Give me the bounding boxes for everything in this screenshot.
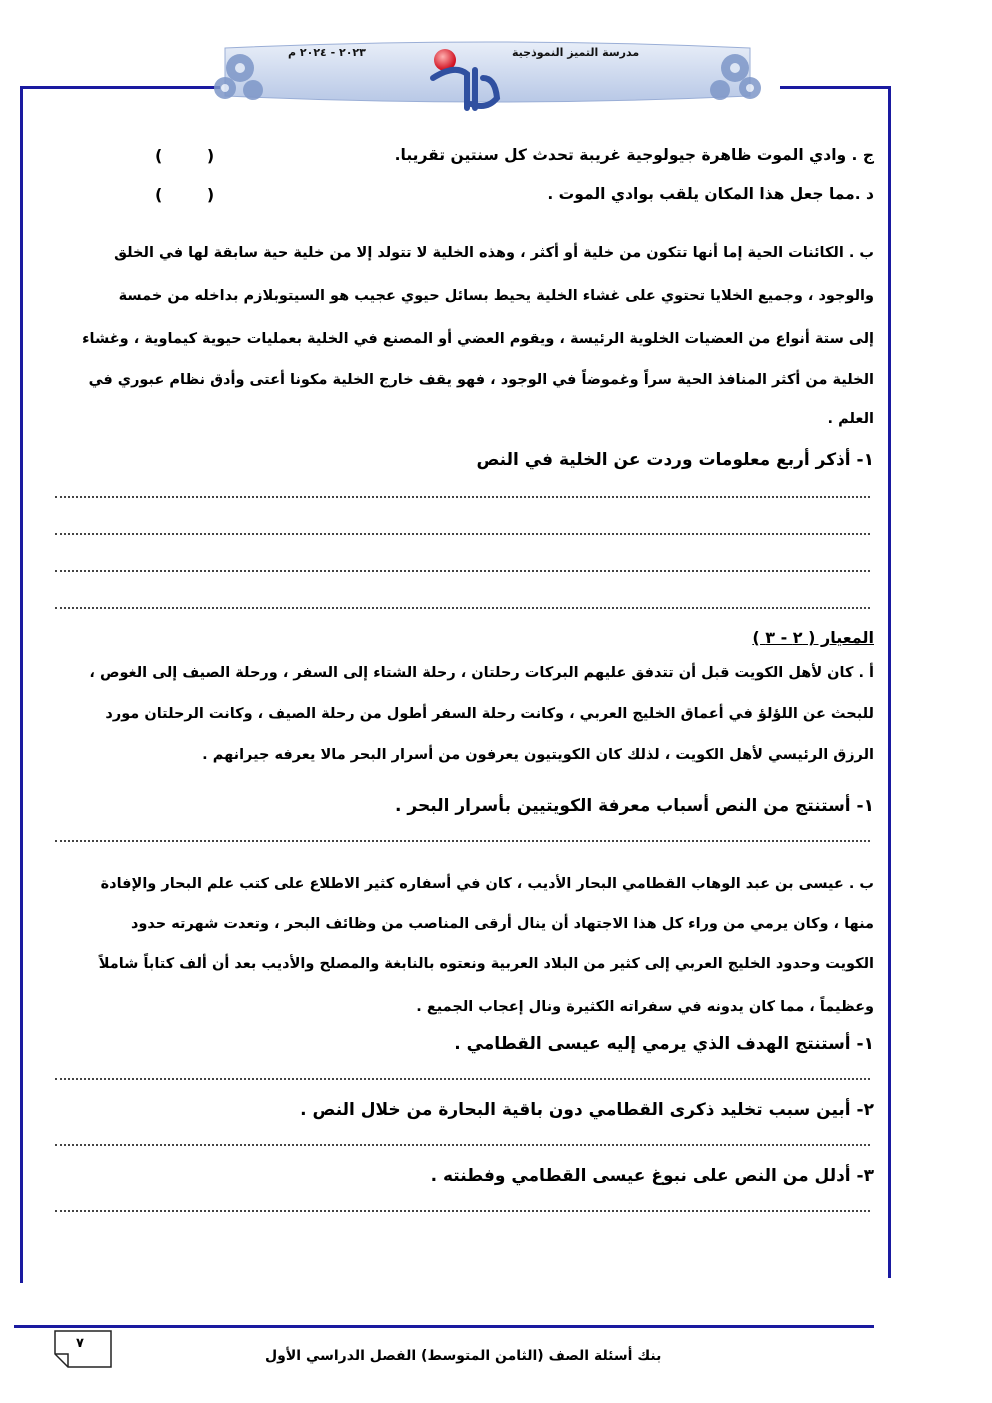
frame-left-border: [20, 88, 23, 1283]
passage-a-line: الرزق الرئيسي لأهل الكويت ، لذلك كان الكويتيون يعرفون من أسرار البحر مالا يعرفه جيرانهم .: [202, 747, 874, 763]
answer-line[interactable]: [55, 570, 870, 572]
passage-b1-line: الخلية من أكثر المنافذ الحية سراً وغموضاً في الوجود ، فهو يقف خارج الخلية مكونا أعتى وأدق نظام عبوري في: [88, 372, 874, 388]
answer-paren-d[interactable]: ( ): [155, 185, 215, 204]
frame-right-border: [888, 88, 891, 1278]
standard-heading: المعيار ( ٢ - ٣ ): [752, 628, 874, 647]
answer-line[interactable]: [55, 840, 870, 842]
answer-line[interactable]: [55, 533, 870, 535]
passage-b2-line: وعظيماً ، مما كان يدونه في سفراته الكثيرة ونال إعجاب الجميع .: [416, 999, 874, 1015]
question-a-1: ١- أستنتج من النص أسباب معرفة الكويتيين بأسرار البحر .: [395, 796, 874, 816]
passage-b2-line: ب . عيسى بن عبد الوهاب القطامي البحار الأديب ، كان في أسفاره كثير الاطلاع على كتب علم البحار والإفادة: [100, 876, 874, 892]
academic-year: ٢٠٢٣ - ٢٠٢٤ م: [288, 46, 366, 59]
question-b2-1: ١- أستنتج الهدف الذي يرمي إليه عيسى القطامي .: [454, 1034, 874, 1054]
frame-top-right-border: [780, 86, 891, 89]
question-b2-3: ٣- أدلل من النص على نبوغ عيسى القطامي وفطنته .: [430, 1166, 874, 1186]
passage-b1-line: والوجود ، وجميع الخلايا تحتوي على غشاء الخلية يحيط بسائل حيوي عجيب هو السيتوبلازم بداخله من خمسة: [118, 288, 874, 304]
passage-a-line: للبحث عن اللؤلؤ في أعماق الخليج العربي ، وكانت رحلة السفر أطول من رحلة الصيف ، وكانت الرحلتان مورد: [105, 706, 874, 722]
page-number: ٧: [76, 1336, 84, 1351]
passage-b1-line: إلى ستة أنواع من العضيات الخلوية الرئيسة ، ويقوم العضي أو المصنع في الخلية بعمليات حيوية كيماوية ، وغشاء: [82, 331, 874, 347]
answer-paren-j[interactable]: ( ): [155, 146, 215, 165]
question-b2-2: ٢- أبين سبب تخليد ذكرى القطامي دون باقية البحارة من خلال النص .: [300, 1100, 874, 1120]
answer-line[interactable]: [55, 1144, 870, 1146]
passage-b2-line: منها ، وكان يرمي من وراء كل هذا الاجتهاد أن ينال أرقى المناصب من وظائف البحر ، وتعدت شهرته حدود: [130, 916, 874, 932]
answer-line[interactable]: [55, 1210, 870, 1212]
item-d: د .مما جعل هذا المكان يلقب بوادي الموت .: [547, 185, 874, 203]
answer-line[interactable]: [55, 1078, 870, 1080]
item-j: ج . وادي الموت ظاهرة جيولوجية غريبة تحدث كل سنتين تقريبا.: [394, 146, 874, 164]
answer-line[interactable]: [55, 496, 870, 498]
passage-a-line: أ . كان لأهل الكويت قبل أن تتدفق عليهم البركات رحلتان ، رحلة الشتاء إلى السفر ، ورحلة الصيف إلى الغوص ،: [89, 665, 874, 681]
passage-b1-line: ب . الكائنات الحية إما أنها تتكون من خلية أو أكثر ، وهذه الخلية لا تتولد إلا من خلية حية سابقة لها في الخلق: [114, 245, 874, 261]
school-name: مدرسة التميز النموذجية: [512, 46, 640, 59]
passage-b1-line: العلم .: [827, 411, 874, 427]
footer-title: بنك أسئلة الصف (الثامن المتوسط) الفصل الدراسي الأول: [265, 1348, 662, 1364]
answer-line[interactable]: [55, 607, 870, 609]
passage-b2-line: الكويت وحدود الخليج العربي إلى كثير من البلاد العربية ونعتوه بالنابغة والمصلح والأديب بعد أن ألف كتاباً شاملاً: [98, 956, 874, 972]
question-b1-1: ١- أذكر أربع معلومات وردت عن الخلية في النص: [476, 450, 874, 470]
footer-rule: [14, 1325, 874, 1328]
frame-top-left-border: [20, 86, 220, 89]
